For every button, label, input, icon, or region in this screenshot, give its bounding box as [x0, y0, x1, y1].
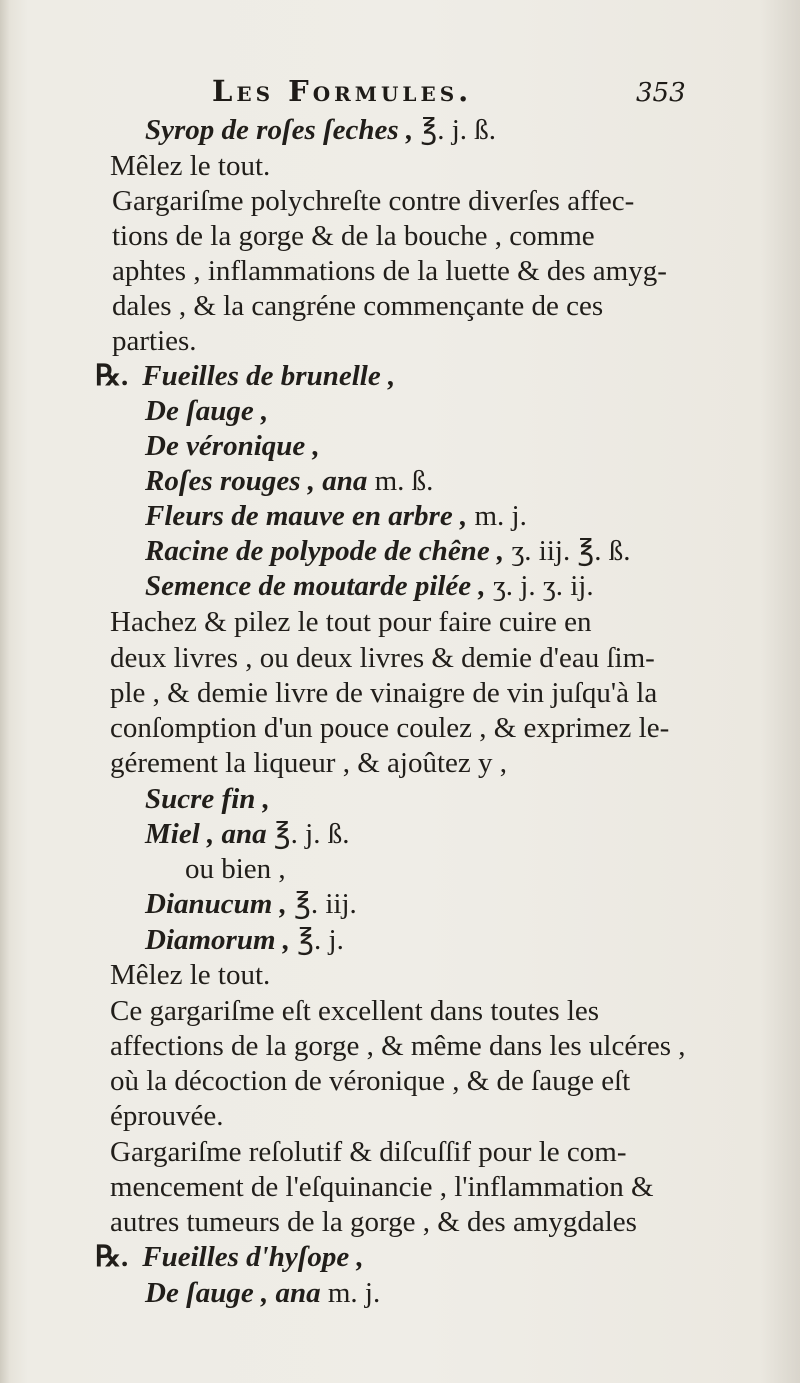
text-line: [112, 183, 634, 219]
line-text: mencement de l'eſquinancie , l'inflammation &: [110, 1171, 654, 1203]
text-line: [145, 393, 268, 429]
ingredient-quantity: m. j.: [320, 1277, 381, 1309]
line-text: Gargariſme polychreſte contre diverſes affec-: [112, 185, 635, 217]
text-line: [112, 288, 603, 324]
ingredient-name: De ſauge , ana: [145, 1277, 321, 1309]
line-text: aphtes , inflammations de la luette & des amyg-: [112, 255, 667, 287]
recipe-symbol: ℞.: [95, 360, 129, 392]
line-text: Hachez & pilez le tout pour faire cuire en: [110, 606, 592, 638]
ingredient-quantity: ℥. j. ß.: [266, 818, 350, 850]
line-text: conſomption d'un pouce coulez , & exprimez le-: [110, 712, 670, 744]
text-line: [110, 640, 655, 676]
ingredient-name: Roſes rouges , ana: [145, 465, 368, 497]
page-header: [0, 72, 800, 112]
text-line: [112, 218, 595, 254]
text-line: [110, 957, 270, 993]
text-line: [110, 148, 270, 184]
text-line: [112, 323, 197, 359]
running-title: Les Formules.: [212, 74, 473, 108]
line-text: Ce gargariſme eſt excellent dans toutes les: [110, 995, 600, 1027]
text-line: [110, 745, 507, 781]
line-text: deux livres , ou deux livres & demie d'eau ſim-: [110, 642, 655, 674]
text-line: [110, 675, 657, 711]
page-number: 353: [636, 78, 686, 108]
ingredient-quantity: m. ß.: [367, 465, 434, 497]
ingredient-quantity: m. j.: [467, 500, 527, 532]
text-line: [110, 993, 599, 1029]
line-text: Mêlez le tout.: [110, 959, 271, 991]
line-text: autres tumeurs de la gorge , & des amygdales: [110, 1206, 637, 1238]
line-text: parties.: [112, 325, 197, 357]
line-text: Gargariſme reſolutif & diſcuſſif pour le com-: [110, 1136, 627, 1168]
ingredient-name: De ſauge ,: [145, 395, 269, 427]
ingredient-name: Fleurs de mauve en arbre ,: [145, 500, 468, 532]
line-text: ple , & demie livre de vinaigre de vin juſqu'à la: [110, 677, 658, 709]
ingredient-name: Semence de moutarde pilée ,: [145, 570, 486, 602]
text-line: [110, 710, 669, 746]
text-line: [110, 1098, 224, 1134]
ingredient-quantity: ℥. iij.: [286, 888, 357, 920]
ingredient-name: Fueilles de brunelle ,: [142, 360, 396, 392]
line-text: ou bien ,: [185, 853, 286, 885]
text-line: [95, 1239, 364, 1275]
ingredient-quantity: ʒ. iij. ℥. ß.: [504, 535, 631, 567]
ingredient-name: Dianucum ,: [145, 888, 287, 920]
line-text: tions de la gorge & de la bouche , comme: [112, 220, 595, 252]
ingredient-name: Syrop de roſes ſeches ,: [145, 114, 414, 146]
ingredient-name: Racine de polypode de chêne ,: [145, 535, 505, 567]
line-text: éprouvée.: [110, 1100, 224, 1132]
ingredient-quantity: ℥. j.: [290, 924, 344, 956]
line-text: Mêlez le tout.: [110, 150, 271, 182]
ingredient-name: De véronique ,: [145, 430, 320, 462]
text-line: [110, 1134, 626, 1170]
ingredient-quantity: ʒ. j. ʒ. ij.: [485, 570, 594, 602]
ingredient-quantity: ℥. j. ß.: [413, 114, 497, 146]
text-line: [185, 851, 286, 887]
text-line: [145, 781, 270, 817]
text-line: [145, 428, 320, 464]
text-line: [110, 1204, 637, 1240]
text-line: [145, 1275, 380, 1311]
text-line: [145, 533, 630, 569]
text-line: [145, 886, 357, 922]
line-text: gérement la liqueur , & ajoûtez y ,: [110, 747, 507, 779]
text-line: [145, 568, 594, 604]
text-line: [110, 1028, 686, 1064]
line-text: dales , & la cangréne commençante de ces: [112, 290, 604, 322]
text-line: [145, 922, 344, 958]
recipe-symbol: ℞.: [95, 1241, 129, 1273]
line-text: où la décoction de véronique , & de ſauge eſt: [110, 1065, 631, 1097]
text-line: [112, 253, 667, 289]
text-line: [145, 463, 433, 499]
ingredient-name: Sucre fin ,: [145, 783, 270, 815]
text-line: [145, 498, 527, 534]
text-line: [95, 358, 395, 394]
text-line: [110, 1169, 654, 1205]
text-line: [145, 112, 496, 148]
ingredient-name: Miel , ana: [145, 818, 267, 850]
text-line: [110, 1063, 630, 1099]
ingredient-name: Fueilles d'hyſope ,: [142, 1241, 364, 1273]
text-line: [145, 816, 349, 852]
ingredient-name: Diamorum ,: [145, 924, 291, 956]
line-text: affections de la gorge , & même dans les ulcéres ,: [110, 1030, 686, 1062]
text-line: [110, 604, 592, 640]
